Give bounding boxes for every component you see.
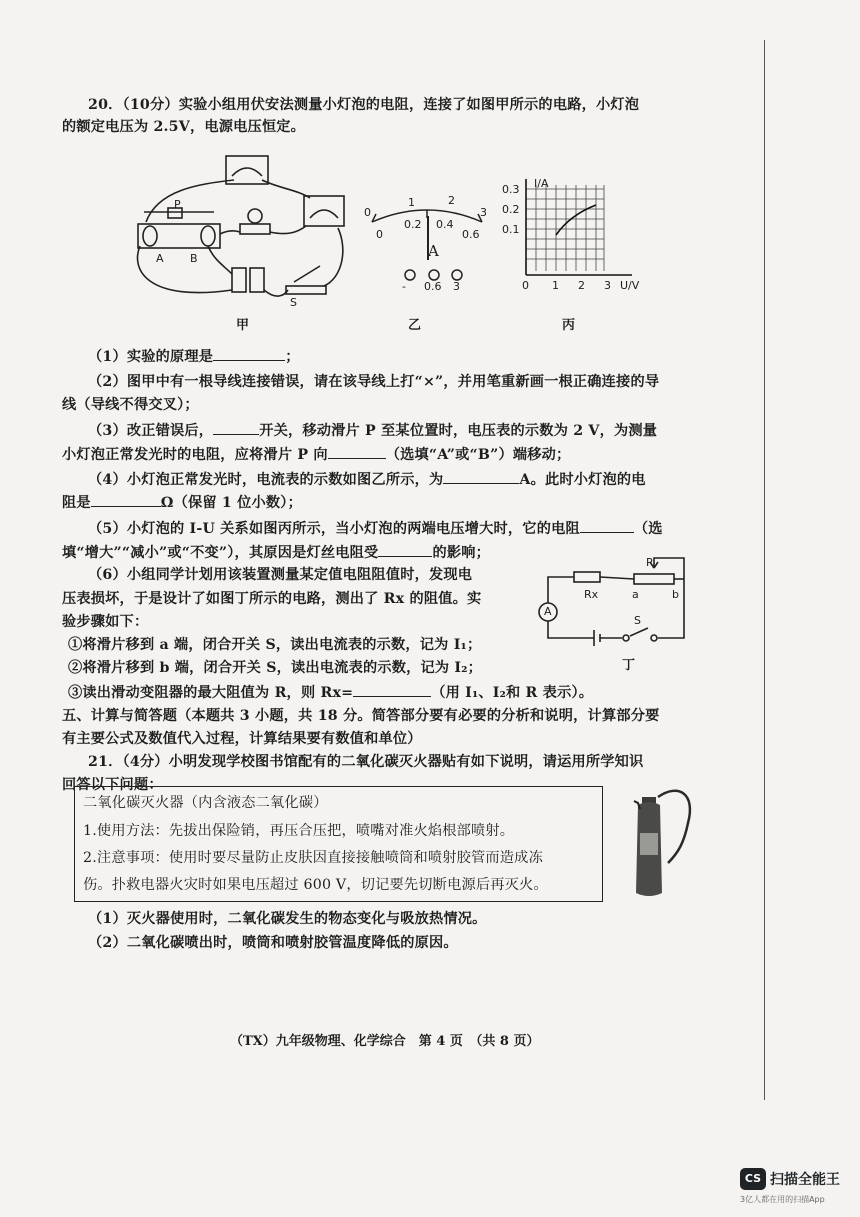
q20-p5-line2: 填“增大”“减小”或“不变”），其原因是灯丝电阻受 的影响； bbox=[62, 542, 490, 563]
meter-top-0: 0 bbox=[364, 206, 371, 219]
figure-iu-graph bbox=[500, 175, 650, 295]
q20-step1: ①将滑片移到 a 端，闭合开关 S，读出电流表的示数，记为 I₁； bbox=[68, 637, 482, 653]
figure-ding-circuit bbox=[534, 556, 694, 666]
q20-p3-line1: （3）改正错误后， 开关，移动滑片 P 至某位置时，电压表的示数为 2 V，为测量 bbox=[88, 420, 657, 441]
q20-p2-line2: 线（导线不得交叉）； bbox=[62, 397, 199, 413]
graph-xtick-1: 1 bbox=[552, 279, 559, 292]
meter-bot-3: 0.6 bbox=[462, 228, 480, 241]
fire-extinguisher-image bbox=[618, 783, 698, 903]
graph-xtick-2: 2 bbox=[578, 279, 585, 292]
notice-line2: 2.注意事项：使用时要尽量防止皮肤因直接接触喷筒和喷射胶管而造成冻 bbox=[83, 850, 543, 866]
q20-step3: ③读出滑动变阻器的最大阻值为 R，则 Rx= （用 I₁、I₂和 R 表示）。 bbox=[68, 682, 593, 703]
figure-ammeter bbox=[362, 190, 492, 300]
ding-label-b: b bbox=[672, 588, 679, 601]
label-P: P bbox=[174, 198, 181, 211]
figure-circuit bbox=[128, 150, 358, 310]
ding-label-P: P bbox=[646, 556, 653, 569]
ding-label-ammeter: A bbox=[544, 605, 552, 618]
graph-xtick-3: 3 bbox=[604, 279, 611, 292]
q20-p4-line2: 阻是 Ω（保留 1 位小数）； bbox=[62, 492, 302, 513]
camscanner-logo-icon: CS bbox=[740, 1168, 766, 1190]
meter-top-1: 1 bbox=[408, 196, 415, 209]
watermark-name: 扫描全能王 bbox=[770, 1172, 840, 1188]
q20-p6-line1: （6）小组同学计划用该装置测量某定值电阻阻值时，发现电 bbox=[88, 567, 473, 583]
terminal-06: 0.6 bbox=[424, 280, 442, 293]
q20-p5-line1: （5）小灯泡的 I-U 关系如图丙所示，当小灯泡的两端电压增大时，它的电阻 （选 bbox=[88, 518, 663, 539]
q20-stem-line2: 的额定电压为 2.5V，电源电压恒定。 bbox=[62, 119, 306, 135]
meter-unit: A bbox=[428, 242, 439, 260]
extinguisher-notice-box bbox=[74, 786, 603, 902]
meter-bot-0: 0 bbox=[376, 228, 383, 241]
notice-line3: 伤。扑救电器火灾时如果电压超过 600 V，切记要先切断电源后再灭火。 bbox=[83, 877, 548, 893]
meter-bot-2: 0.4 bbox=[436, 218, 454, 231]
q20-step2: ②将滑片移到 b 端，闭合开关 S，读出电流表的示数，记为 I₂； bbox=[68, 660, 483, 676]
caption-jia: 甲 bbox=[236, 318, 250, 333]
ding-label-Rx: Rx bbox=[584, 588, 599, 601]
q20-p2-line1: （2）图甲中有一根导线连接错误，请在该导线上打“×”，并用笔重新画一根正确连接的导 bbox=[88, 374, 660, 390]
q20-p6-line3: 验步骤如下： bbox=[62, 614, 149, 630]
label-B: B bbox=[190, 252, 198, 265]
q20-p6-line2: 压表损坏，于是设计了如图丁所示的电路，测出了 Rx 的阻值。实 bbox=[62, 591, 482, 607]
terminal-3: 3 bbox=[453, 280, 460, 293]
ding-label-a: a bbox=[632, 588, 639, 601]
watermark-sub: 3亿人都在用的扫描App bbox=[740, 1195, 825, 1204]
q21-sub1: （1）灭火器使用时，二氧化碳发生的物态变化与吸放热情况。 bbox=[88, 911, 487, 927]
caption-yi: 乙 bbox=[408, 318, 422, 333]
q20-p1: （1）实验的原理是 ； bbox=[88, 346, 300, 367]
label-A: A bbox=[156, 252, 164, 265]
ding-label-S: S bbox=[634, 614, 641, 627]
page-footer: （TX）九年级物理、化学综合 第 4 页 （共 8 页） bbox=[230, 1034, 540, 1049]
q21-stem-line2: 回答以下问题： bbox=[62, 777, 163, 793]
graph-ylabel: I/A bbox=[534, 177, 549, 190]
terminal-neg: - bbox=[402, 280, 406, 293]
graph-xlabel: U/V bbox=[620, 279, 640, 292]
notice-line1: 1.使用方法：先拔出保险销，再压合压把，喷嘴对准火焰根部喷射。 bbox=[83, 823, 515, 839]
graph-ytick-03: 0.3 bbox=[502, 183, 520, 196]
notice-title: 二氧化碳灭火器（内含液态二氧化碳） bbox=[83, 795, 328, 811]
meter-top-2: 2 bbox=[448, 194, 455, 207]
meter-bot-1: 0.2 bbox=[404, 218, 422, 231]
q20-p3-line2: 小灯泡正常发光时的电阻，应将滑片 P 向 （选填“A”或“B”）端移动； bbox=[62, 444, 570, 465]
caption-bing: 丙 bbox=[562, 318, 576, 333]
label-S: S bbox=[290, 296, 297, 309]
q20-stem-line1: 20．（10分）实验小组用伏安法测量小灯泡的电阻，连接了如图甲所示的电路，小灯泡 bbox=[88, 97, 640, 113]
graph-ytick-01: 0.1 bbox=[502, 223, 520, 236]
graph-xtick-0: 0 bbox=[522, 279, 529, 292]
q21-sub2: （2）二氧化碳喷出时，喷筒和喷射胶管温度降低的原因。 bbox=[88, 935, 458, 951]
graph-ytick-02: 0.2 bbox=[502, 203, 520, 216]
page-border-line bbox=[764, 40, 765, 1100]
caption-ding: 丁 bbox=[622, 658, 636, 673]
q21-stem-line1: 21．（4分）小明发现学校图书馆配有的二氧化碳灭火器贴有如下说明，请运用所学知识 bbox=[88, 754, 644, 770]
sec5-line2: 有主要公式及数值代入过程，计算结果要有数值和单位） bbox=[62, 731, 422, 747]
meter-top-3: 3 bbox=[480, 206, 487, 219]
sec5-line1: 五、计算与简答题（本题共 3 小题，共 18 分。简答部分要有必要的分析和说明，计算部分要 bbox=[62, 708, 660, 724]
q20-p4-line1: （4）小灯泡正常发光时，电流表的示数如图乙所示，为 A。此时小灯泡的电 bbox=[88, 469, 646, 490]
